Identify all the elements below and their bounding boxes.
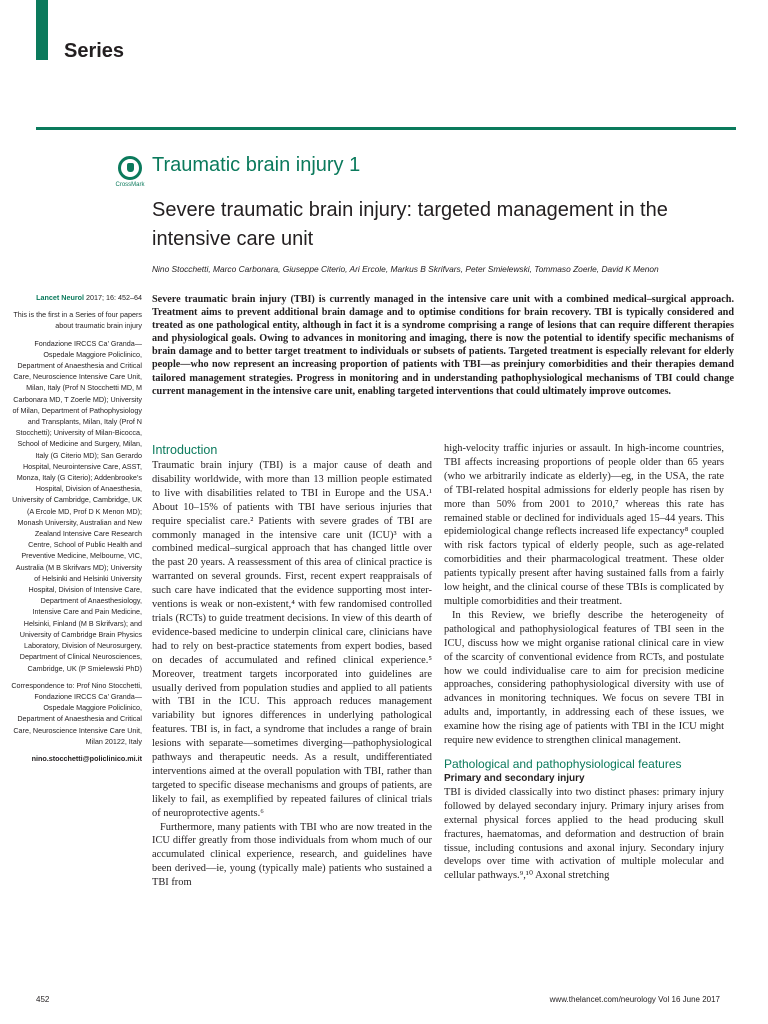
- intro-paragraph-2: Furthermore, many patients with TBI who are now treated in the ICU differ greatly from those individuals from whom much of our accumulated clinical experience, research, and guidelines have been derived—ie, young (typically male) patients who sustained a TBI from: [152, 821, 432, 889]
- right-paragraph-3: TBI is divided classically into two distinct phases: primary injury followed by delayed secondary injury. Primary injury arises from external physical forces applied to the head producing skull fractures, haematomas, and deformation and destruction of brain tissue, including contusions and axonal injury. Secondary injury develops over time with activation of multiple molecular and cellular pathways.⁹,¹⁰ Axonal stretching: [444, 786, 724, 882]
- right-paragraph-1: high-velocity traffic injuries or assault. In high-income countries, TBI affects increasing proportions of people older than 65 years (who we arbitrarily indicate as elderly)—eg, in the USA, the rate of TBI-related hospital admissions for elderly people has risen by more than 50% from 2001 to 2010,⁷ whereas this rate has remained stable or declined for individuals aged 15–44 years. This epidemiological change reflects increased life expectancy⁸ coupled with risk factors typical of elderly people, such as age-related comorbidities and their pharmacological treatment. These older patients typically present after having sustained falls from a fairly low height, and the clinical course of these TBIs is complicated by multiple comorbidities and their treatment.: [444, 443, 724, 607]
- series-name: Traumatic brain injury 1: [152, 154, 361, 176]
- series-label: Series: [64, 40, 125, 62]
- correspondence: Correspondence to: Prof Nino Stocchetti, Fondazione IRCCS Ca’ Granda—Ospedale Maggiore Policlinico, Department of Anaesthesia and Critical Care, Neuroscience Intensive Care Unit, Milan 20122, Italy: [11, 680, 142, 746]
- citation-journal: Lancet Neurol: [36, 293, 85, 302]
- crossmark-label: CrossMark: [115, 182, 145, 188]
- journal-footer: www.thelancet.com/neurology Vol 16 June 2017: [549, 995, 720, 1004]
- author-list: Nino Stocchetti, Marco Carbonara, Giuseppe Citerio, Ari Ercole, Markus B Skrifvars, Peter Smielewski, Tommaso Zoerle, David K Menon: [152, 264, 659, 274]
- introduction-heading: Introduction: [152, 443, 218, 457]
- article-title: Severe traumatic brain injury: targeted management in the intensive care unit: [152, 199, 668, 250]
- crossmark-icon[interactable]: [112, 156, 148, 188]
- section-heading: Pathological and pathophysiological features: [444, 756, 682, 771]
- header-rule: [36, 127, 736, 130]
- crossmark-ring-icon: [118, 156, 142, 180]
- body-column-left: [152, 442, 432, 890]
- subsection-heading: Primary and secondary injury: [444, 772, 585, 784]
- sidebar: [10, 292, 142, 770]
- series-note: This is the first in a Series of four papers about traumatic brain injury: [13, 310, 142, 331]
- abstract: Severe traumatic brain injury (TBI) is currently managed in the intensive care unit with a combined medical–surgical approach. Treatment aims to prevent additional brain damage and to optimise conditions for brain recovery. TBI is typically considered and treated as one pathological entity, although in fact it is a syndrome comprising a range of lesions that can require different therapies and physiological goals. Owing to advances in monitoring and imaging, there is now the potential to identify specific mechanisms of brain damage and to better target treatment to individuals or subsets of patients. Targeted treatment is especially relevant for elderly people—who now represent an increasing proportion of patients with TBI—as preinjury comorbidities and their therapies demand tailored management strategies. Progress in monitoring and in understanding pathophysiological mechanisms of TBI could change current management in the intensive care unit, enabling targeted interventions that could ultimately improve outcomes.: [152, 294, 734, 397]
- citation[interactable]: [10, 292, 142, 303]
- intro-paragraph-1: Traumatic brain injury (TBI) is a major cause of death and disability worldwide, with more than 13 million people estimated to live with disabilities related to TBI in Europe and the USA.¹ About 10–15% of patients with TBI have serious injuries that require specialist care.² Patients with severe grades of TBI are commonly managed in the intensive care unit (ICU)³ with a combined medical–surgical approach that has changed little over the past 20 years. A reassessment of this area of clinical practice is warranted on several grounds. First, recent expert reappraisals of such care have indicated that the evidence supporting most inter-ventions is weak or non-existent,⁴ with few randomised controlled trials (RCTs) to guide treatment decisions. In view of this dearth of evidence-based medicine to underpin clinical care, clinicians have had to rely on best-practice statements from expert bodies, based on decades of accumulated and refined clinical experience.⁵ Moreover, treatment targets incorporated into guidelines are usually derived from population studies and applied to all patients with TBI in the ICU. This approach reduces management variability but ignores differences in underlying pathological features. TBI is, in fact, a syndrome that includes a range of brain lesions with separate—sometimes diverging—pathophysiological pathways and therapeutic needs. As a result, undifferentiated interventions aimed at the overall population with TBI, rather than targeted to specific disease mechanisms and groups of patients, are likely to fail, as exemplified by repeated failures of clinical trials of neuroprotective agents.⁶: [152, 460, 432, 819]
- correspondence-email[interactable]: nino.stocchetti@policlinico.mi.it: [31, 753, 142, 763]
- right-paragraph-2: In this Review, we briefly describe the heterogeneity of pathological and pathophysiological features of TBI seen in the ICU, discuss how we might organise rational clinical care in view of the scarcity of conventional evidence from RCTs, and postulate how we could individualise care to aim for precision medicine approaches, considering pathophysiological diversity with use of advances in monitoring techniques. We focus on severe TBI in adults and, importantly, in addressing each of these issues, we examine how the rising age of patients with TBI in the ICU might require new evidence to strengthen clinical management.: [444, 609, 724, 747]
- affiliations: Fondazione IRCCS Ca’ Granda—Ospedale Maggiore Policlinico, Department of Anaesthesia and Critical Care, Neuroscience Intensive Care Unit, Milan, Italy (Prof N Stocchetti MD, M Carbonara MD, T Zoerle MD); University of Milan, Department of Pathophysiology and Transplants, Milan, Italy (Prof N Stocchetti); University of Milan-Bicocca, School of Medicine and Surgery, Milan, Italy (G Citerio MD); San Gerardo Hospital, Neurointensive Care, ASST, Monza, Italy (G Citerio); Addenbrooke’s Hospital, Division of Anaesthesia, University of Cambridge, Cambridge, UK (A Ercole MD, Prof D K Menon MD); Monash University, Australian and New Zealand Intensive Care Research Centre, School of Public Health and Preventive Medicine, Melbourne, VIC, Australia (M B Skrifvars MD); University of Helsinki and Helsinki University Hospital, Division of Intensive Care, Department of Anaesthesiology, Intensive Care and Pain Medicine, Helsinki, Finland (M B Skrifvars); and University of Cambridge Brain Physics Laboratory, Division of Neurosurgery, Department of Clinical Neurosciences, Cambridge, UK (P Smielewski PhD): [12, 338, 142, 673]
- citation-details: 2017; 16: 452–64: [84, 293, 142, 302]
- series-accent-bar: [36, 0, 48, 60]
- body-column-right: [444, 442, 724, 883]
- page-number: 452: [36, 995, 50, 1004]
